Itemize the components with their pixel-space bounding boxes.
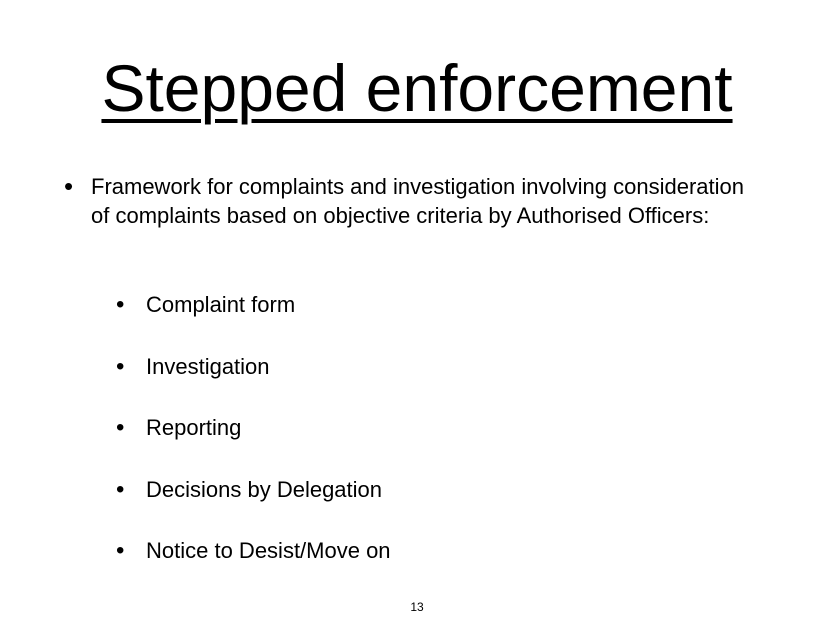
sub-bullet-text: Decisions by Delegation (146, 476, 383, 502)
bullet-dot: • (116, 291, 125, 318)
sub-bullet-text: Reporting (146, 415, 242, 440)
main-bullet-text: Framework for complaints and investigation involving consideration of complaints based on objective criteria by Authorised Officers: (91, 174, 744, 228)
slide-title: Stepped enforcement (101, 51, 733, 125)
sub-bullet-list (116, 290, 391, 598)
page-number: 13 (410, 600, 424, 614)
bullet-dot: • (116, 352, 125, 380)
bullet-dot: • (116, 537, 125, 564)
sub-bullet-item (116, 536, 391, 598)
bullet-dot: • (64, 171, 74, 201)
sub-bullet-item (116, 475, 391, 537)
bullet-dot: • (116, 475, 125, 503)
sub-bullet-text: Investigation (146, 353, 270, 379)
main-bullet (64, 172, 764, 230)
sub-bullet-item (116, 413, 391, 475)
sub-bullet-item (116, 290, 391, 352)
sub-bullet-text: Notice to Desist/Move on (146, 538, 391, 563)
sub-bullet-text: Complaint form (146, 292, 296, 317)
bullet-dot: • (116, 414, 125, 441)
sub-bullet-item (116, 352, 391, 414)
